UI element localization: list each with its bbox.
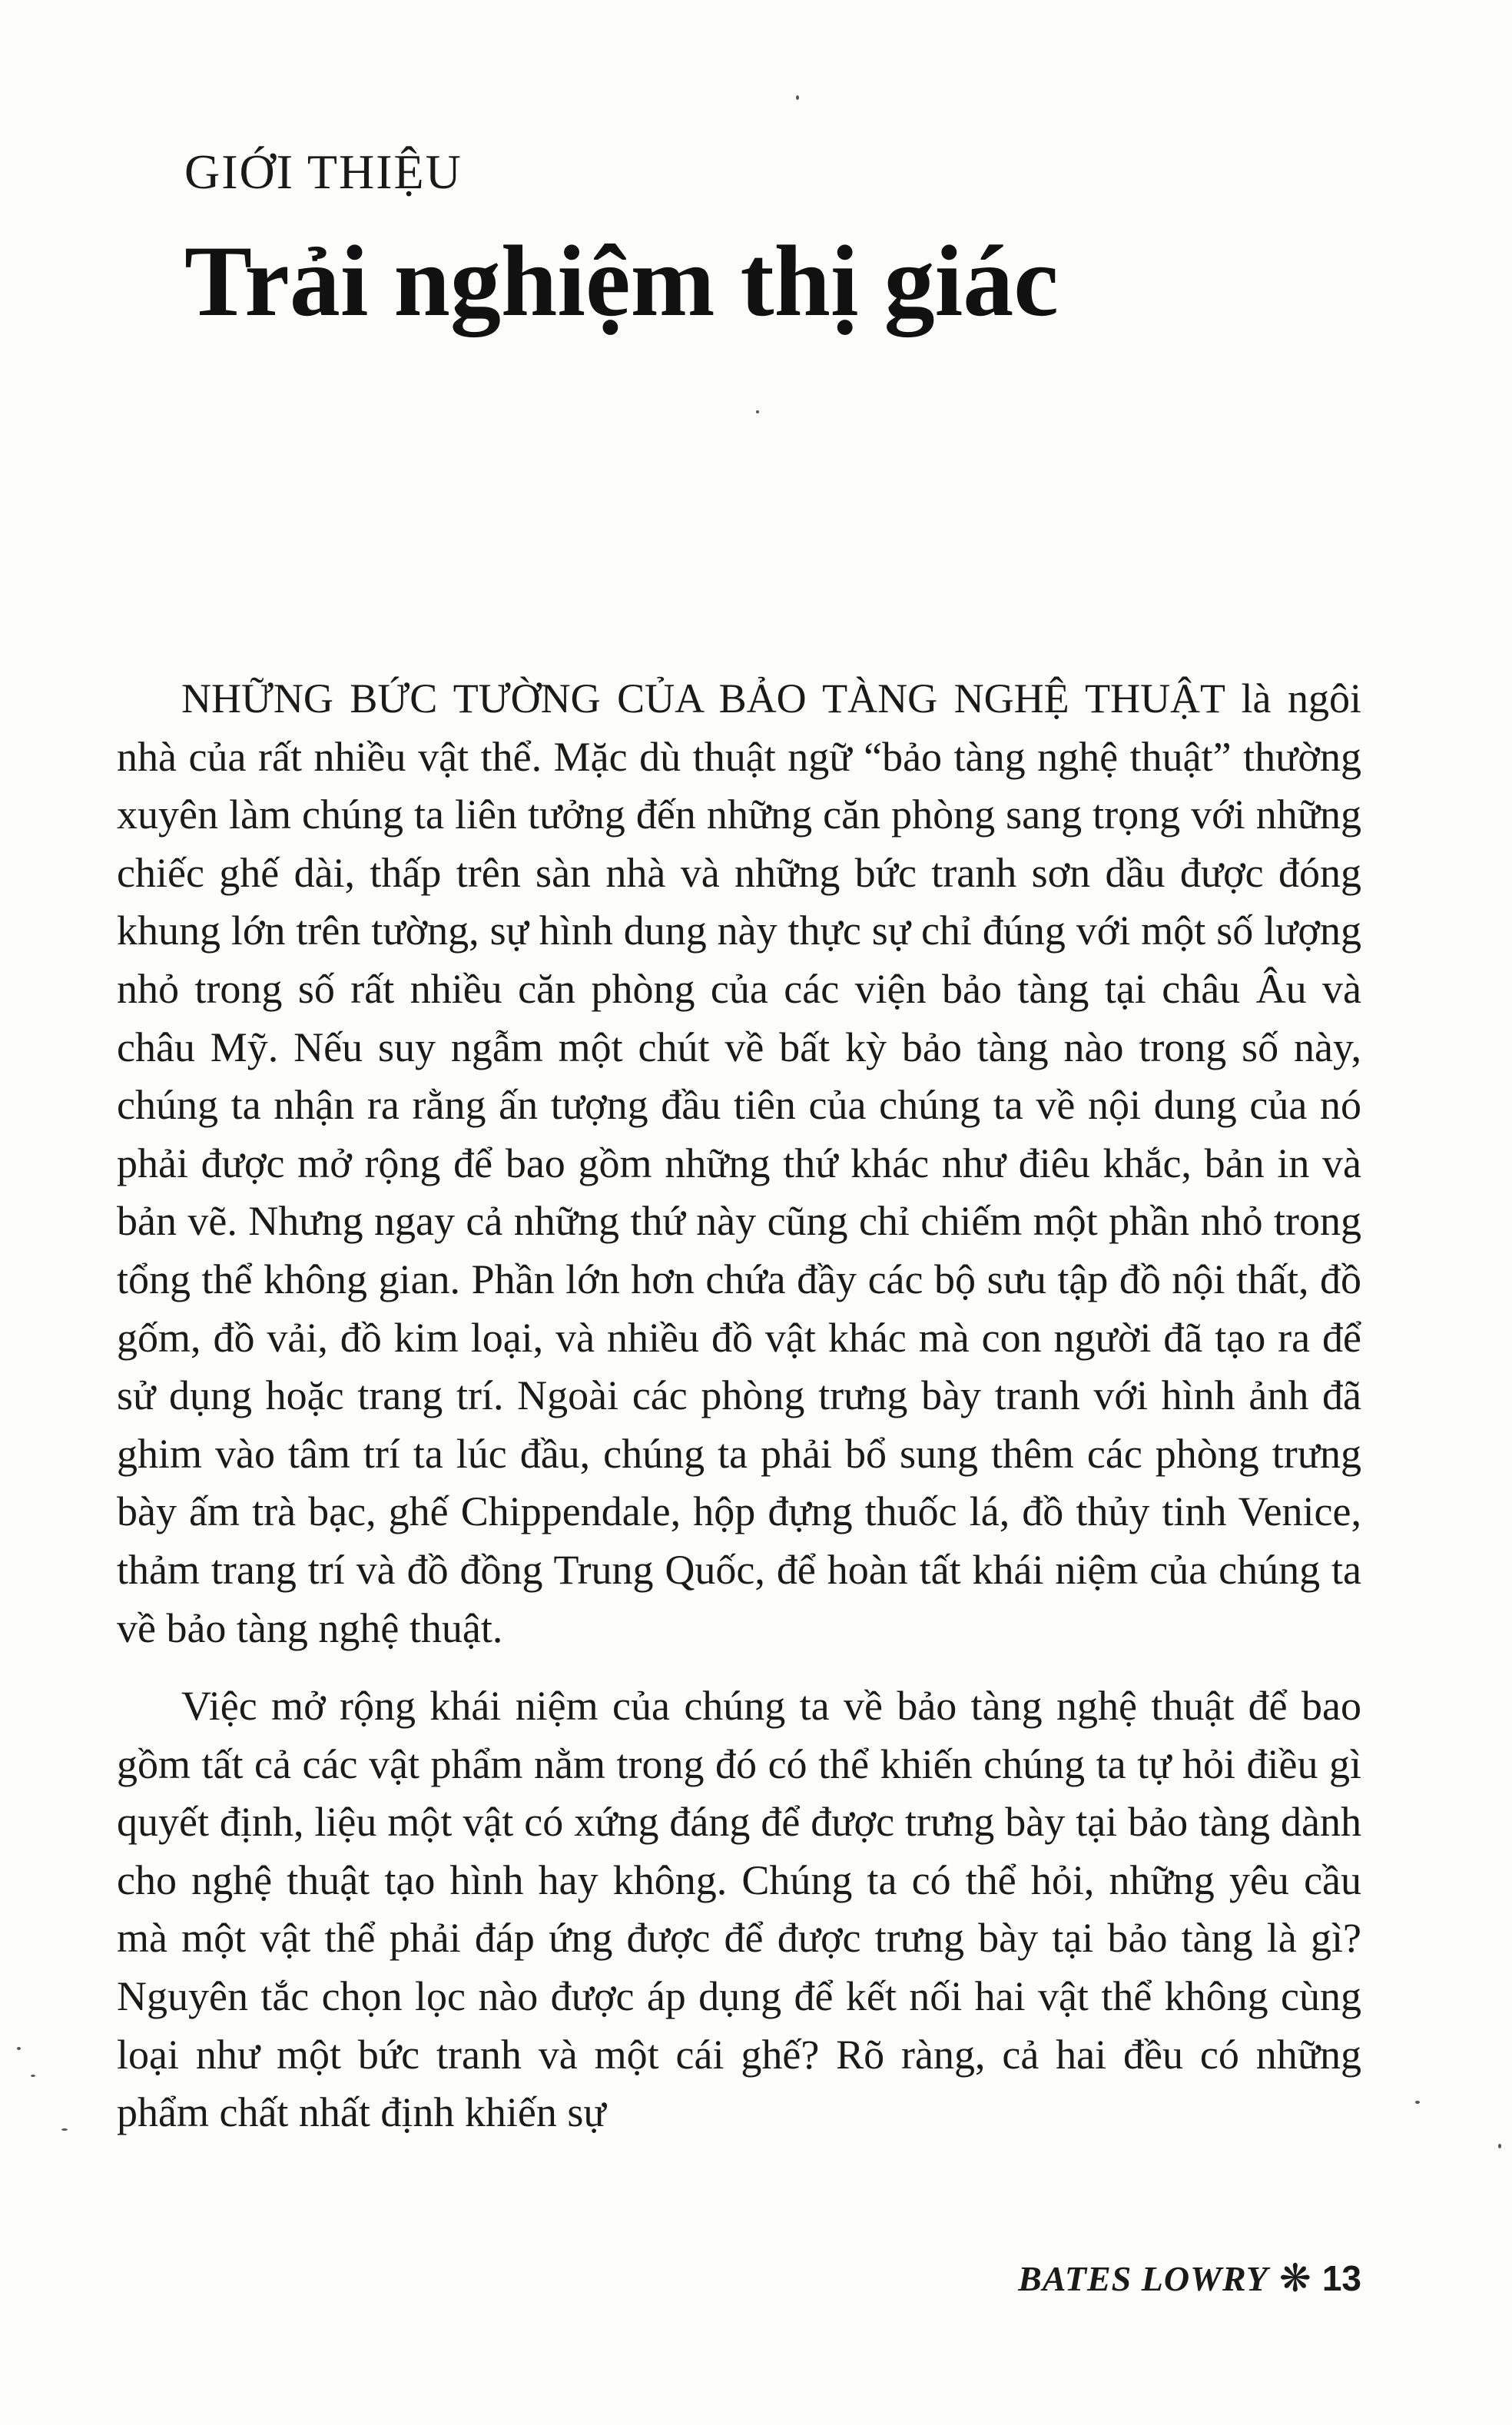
scan-speck <box>17 2047 21 2050</box>
scan-speck <box>756 410 759 413</box>
scan-speck <box>31 2075 35 2077</box>
asterism-ornament-icon: ❋ <box>1278 2256 1311 2301</box>
page-footer <box>1018 2256 1361 2301</box>
page-number: 13 <box>1321 2258 1361 2298</box>
scan-speck <box>61 2128 68 2131</box>
scan-speck <box>796 95 799 100</box>
chapter-title: Trải nghiệm thị giác <box>184 224 1059 337</box>
running-footer-author: BATES LOWRY <box>1018 2258 1268 2298</box>
paragraph-1: NHỮNG BỨC TƯỜNG CỦA BẢO TÀNG NGHỆ THUẬT là ngôi nhà của rất nhiều vật thể. Mặc dù thuật ngữ “bảo tàng nghệ thuật” thường xuyên làm chúng ta liên tưởng đến những căn phòng sang trọng với những chiếc ghế dài, thấp trên sàn nhà và những bức tranh sơn dầu được đóng khung lớn trên tường, sự hình dung này thực sự chỉ đúng với một số lượng nhỏ trong số rất nhiều căn phòng của các viện bảo tàng tại châu Âu và châu Mỹ. Nếu suy ngẫm một chút về bất kỳ bảo tàng nào trong số này, chúng ta nhận ra rằng ấn tượng đầu tiên của chúng ta về nội dung của nó phải được mở rộng để bao gồm những thứ khác như điêu khắc, bản in và bản vẽ. Nhưng ngay cả những thứ này cũng chỉ chiếm một phần nhỏ trong tổng thể không gian. Phần lớn hơn chứa đầy các bộ sưu tập đồ nội thất, đồ gốm, đồ vải, đồ kim loại, và nhiều đồ vật khác mà con người đã tạo ra để sử dụng hoặc trang trí. Ngoài các phòng trưng bày tranh với hình ảnh đã ghim vào tâm trí ta lúc đầu, chúng ta phải bổ sung thêm các phòng trưng bày ấm trà bạc, ghế Chippendale, hộp đựng thuốc lá, đồ thủy tinh Venice, thảm trang trí và đồ đồng Trung Quốc, để hoàn tất khái niệm của chúng ta về bảo tàng nghệ thuật. <box>117 675 1361 1651</box>
scan-speck <box>1415 2101 1420 2104</box>
body-text <box>117 670 1361 2142</box>
chapter-kicker: GIỚI THIỆU <box>184 144 463 199</box>
paragraph-2: Việc mở rộng khái niệm của chúng ta về bảo tàng nghệ thuật để bao gồm tất cả các vật phẩm nằm trong đó có thể khiến chúng ta tự hỏi điều gì quyết định, liệu một vật có xứng đáng để được trưng bày tại bảo tàng dành cho nghệ thuật tạo hình hay không. Chúng ta có thể hỏi, những yêu cầu mà một vật thể phải đáp ứng được để được trưng bày tại bảo tàng là gì? Nguyên tắc chọn lọc nào được áp dụng để kết nối hai vật thể không cùng loại như một bức tranh và một cái ghế? Rõ ràng, cả hai đều có những phẩm chất nhất định khiến sự <box>117 1683 1361 2136</box>
scan-speck <box>1498 2144 1501 2148</box>
